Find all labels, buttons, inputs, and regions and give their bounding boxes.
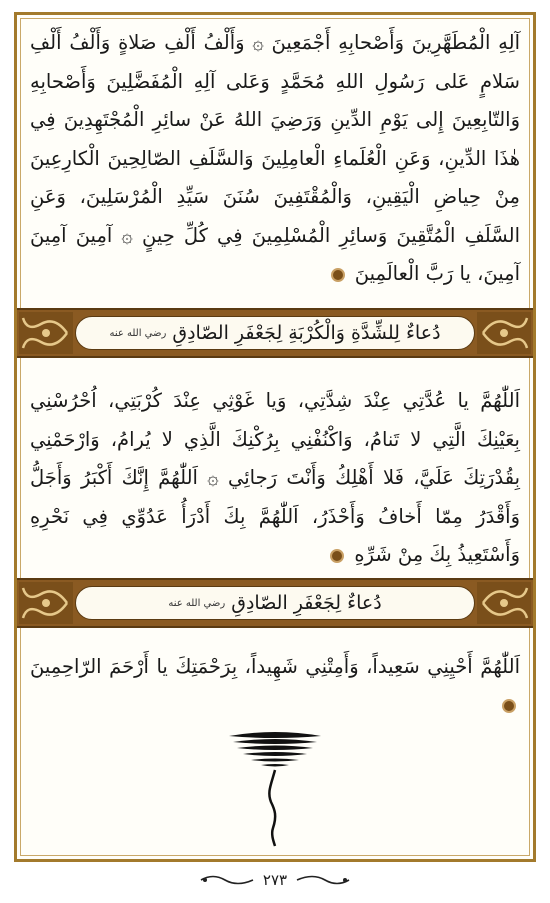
heading-banner-1 (17, 308, 533, 358)
rosette-icon (331, 268, 345, 282)
text-section-3 (30, 648, 520, 725)
ink-drop-ornament-icon (225, 730, 325, 850)
section-1-text: آلِهِ الْمُطَهَّرِينَ وَأَصْحابِهِ أَجْمَعِينَ ۞ وَأَلْفُ أَلْفِ صَلاةٍ وَأَلْفُ أَلْفِ سَلامٍ عَلى رَسُولِ اللهِ مُحَمَّدٍ وَعَلى آلِهِ الْمُفَضَّلِينَ وَأَصْحابِهِ وَالتّابِعِينَ إِلى يَوْمِ الدِّينِ وَرَضِيَ اللهُ عَنْ سائِرِ الْمُجْتَهِدِينَ فِي هٰذَا الدِّينِ، وَعَنِ الْعُلَماءِ الْعامِلِينَ وَالسَّلَفِ الصّالِحِينَ الْكارِعِينَ مِنْ حِياضِ الْيَقِينِ، وَالْمُقْتَفِينَ سُنَنَ سَيِّدِ الْمُرْسَلِينَ، وَعَنِ السَّلَفِ الْمُتَّقِينَ وَسائِرِ الْمُسْلِمِينَ فِي كُلِّ حِينٍ ۞ آمِينَ آمِينَ آمِينَ، يا رَبَّ الْعالَمِينَ (30, 31, 520, 285)
page-footer (0, 868, 550, 892)
arabesque-corner-icon (475, 580, 533, 626)
arabesque-corner-icon (17, 310, 75, 356)
heading-banner-2 (17, 578, 533, 628)
arabesque-corner-icon (17, 580, 75, 626)
section-2-text: اَللّٰهُمَّ يا عُدَّتِي عِنْدَ شِدَّتِي، وَيا غَوْثِي عِنْدَ كُرْبَتِي، اُحْرُسْنِي بِعَيْنِكَ الَّتِي لا تَنامُ، وَاكْنُفْنِي بِرُكْنِكَ الَّذِي لا يُرامُ، وَارْحَمْنِي بِقُدْرَتِكَ عَلَيَّ، فَلا أَهْلِكُ وَأَنْتَ رَجائِي ۞ اَللّٰهُمَّ إِنَّكَ أَكْبَرُ وَأَجَلُّ وَأَقْدَرُ مِمّا أَخافُ وَأَحْذَرُ، اَللّٰهُمَّ بِكَ أَدْرَأُ عَدُوِّي فِي نَحْرِهِ وَأَسْتَعِيذُ بِكَ مِنْ شَرِّهِ (30, 389, 520, 566)
banner-1-honorific: رضي الله عنه (109, 327, 167, 339)
banner-2-honorific: رضي الله عنه (168, 597, 226, 609)
text-section-1 (30, 24, 520, 294)
arabesque-corner-icon (475, 310, 533, 356)
text-section-2 (30, 382, 520, 575)
flourish-icon (199, 873, 255, 887)
flourish-icon (295, 873, 351, 887)
banner-1-title: دُعاءٌ لِلشِّدَّةِ وَالْكُرْبَةِ لِجَعْفَرِ الصّادِقِ (172, 322, 441, 344)
banner-1-cartouche (75, 316, 475, 350)
page-number: ٢٧٣ (262, 871, 288, 889)
section-3-text: اَللّٰهُمَّ أَحْيِنِي سَعِيداً، وَأَمِتْنِي شَهِيداً، بِرَحْمَتِكَ يا أَرْحَمَ الرّاحِمِينَ (30, 655, 520, 678)
banner-2-title: دُعاءٌ لِجَعْفَرِ الصّادِقِ (231, 592, 382, 614)
rosette-icon (502, 699, 516, 713)
banner-2-cartouche (75, 586, 475, 620)
rosette-icon (330, 549, 344, 563)
